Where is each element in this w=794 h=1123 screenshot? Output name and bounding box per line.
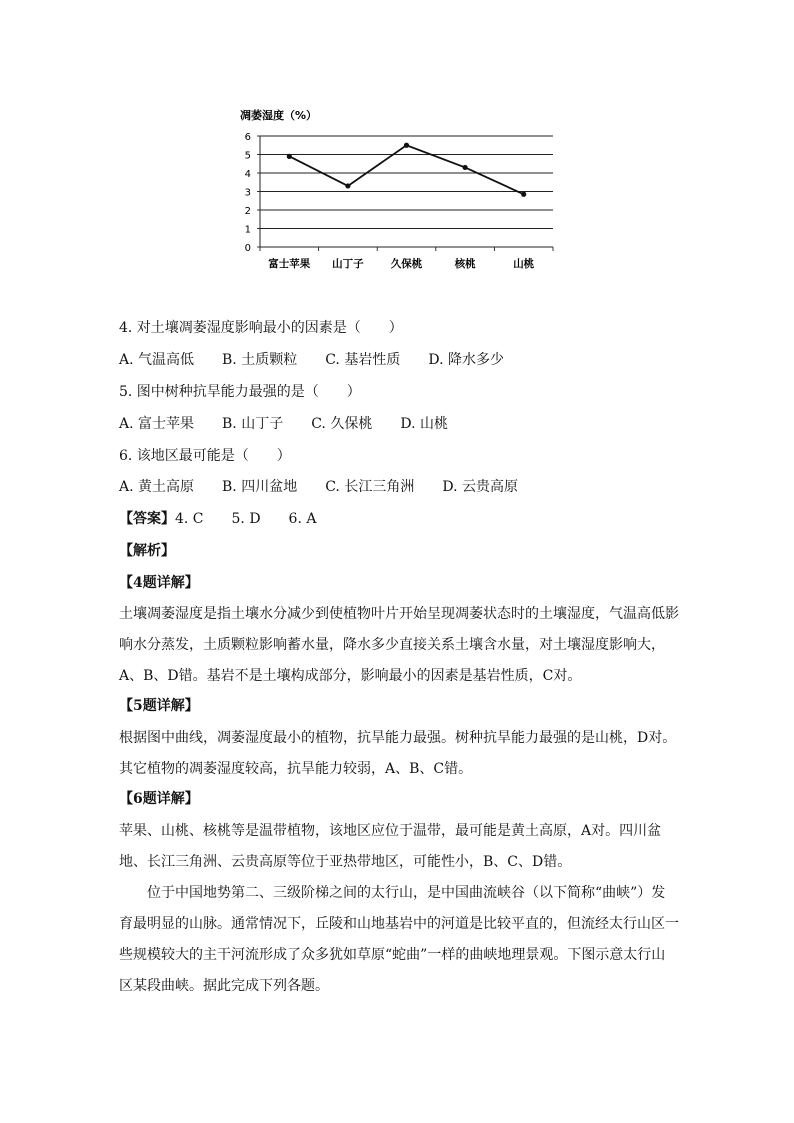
x-tick-label: 山桃 [513,258,535,270]
question-5-stem: 5. 图中树种抗旱能力最强的是（ ） [119,384,361,400]
detail-6-text [119,816,679,878]
question-6-options-row [119,477,679,497]
option-c: C. 久保桃 [311,416,373,432]
question-5-options-row [119,414,679,434]
intro-paragraph [119,878,679,1002]
x-tick-label: 核桃 [454,258,476,270]
detail-5-heading: 【5题详解】 [119,698,199,714]
option-a: A. 富士苹果 [119,416,195,432]
option-d: D. 降水多少 [428,352,504,368]
data-point [287,154,292,159]
answer-line [119,509,679,529]
wilting-humidity-line-chart [228,100,568,280]
detail-4-text [119,599,679,692]
detail-5-text [119,723,679,785]
intro-text: 位于中国地势第二、三级阶梯之间的太行山，是中国曲流峡谷（以下简称“曲峡”）发育最明显的山脉。通常情况下，丘陵和山地基岩中的河道是比较平直的，但流经太行山区一些规模较大的主干河流形成了众多犹如草原“蛇曲”一样的曲峡地理景观。下图示意太行山区某段曲峡。据此完成下列各题。 [119,885,679,994]
x-tick-label: 山丁子 [332,258,364,270]
analysis-label: 【解析】 [119,543,175,559]
y-tick-label: 2 [244,206,251,217]
chart-series [287,143,527,197]
detail-6-paragraph: 苹果、山桃、核桃等是温带植物，该地区应位于温带，最可能是黄土高原，A对。四川盆地、长江三角洲、云贵高原等位于亚热带地区，可能性小，B、C、D错。 [119,823,662,870]
y-tick-label: 4 [244,169,251,180]
x-axis-ticks [260,247,553,270]
detail-4-paragraph: 土壤凋萎湿度是指土壤水分减少到使植物叶片开始呈现凋萎状态时的土壤湿度，气温高低影响水分蒸发，土质颗粒影响蓄水量，降水多少直接关系土壤含水量，对土壤湿度影响大，A、B、D错。基岩不是土壤构成部分，影响最小的因素是基岩性质，C对。 [119,606,679,684]
detail-5-paragraph: 根据图中曲线，凋萎湿度最小的植物，抗旱能力最强。树种抗旱能力最强的是山桃，D对。其它植物的凋萎湿度较高，抗旱能力较弱，A、B、C错。 [119,730,677,777]
option-b: B. 四川盆地 [222,479,298,495]
answer-text: 4. C 5. D 6. A [175,511,317,527]
y-tick-label: 5 [244,150,251,162]
option-b: B. 土质颗粒 [222,352,298,368]
data-point [521,192,526,197]
y-axis-ticks [245,132,251,254]
y-tick-label: 1 [244,224,251,236]
chart-title: 凋萎湿度（%） [240,109,318,122]
question-6-stem: 6. 该地区最可能是（ ） [119,448,291,464]
detail-4-heading: 【4题详解】 [119,575,199,591]
data-point [345,183,350,188]
option-a: A. 黄土高原 [119,479,195,495]
option-c: C. 长江三角洲 [325,479,415,495]
x-tick-label: 富士苹果 [268,258,311,270]
question-4-options-row [119,350,679,370]
detail-6-heading: 【6题详解】 [119,791,199,807]
chart-gridlines [257,136,553,247]
option-d: D. 山桃 [400,416,448,432]
y-tick-label: 6 [244,132,251,143]
data-point [463,165,468,170]
question-4-stem: 4. 对土壤凋萎湿度影响最小的因素是（ ） [119,320,403,336]
option-b: B. 山丁子 [222,416,284,432]
option-c: C. 基岩性质 [325,352,401,368]
option-d: D. 云贵高原 [442,479,518,495]
data-point [404,143,409,148]
series-line [289,145,523,194]
y-tick-label: 3 [244,187,251,199]
x-tick-label: 久保桃 [390,258,423,270]
y-tick-label: 0 [244,243,251,254]
answer-label: 【答案】 [119,511,175,527]
option-a: A. 气温高低 [119,352,195,368]
